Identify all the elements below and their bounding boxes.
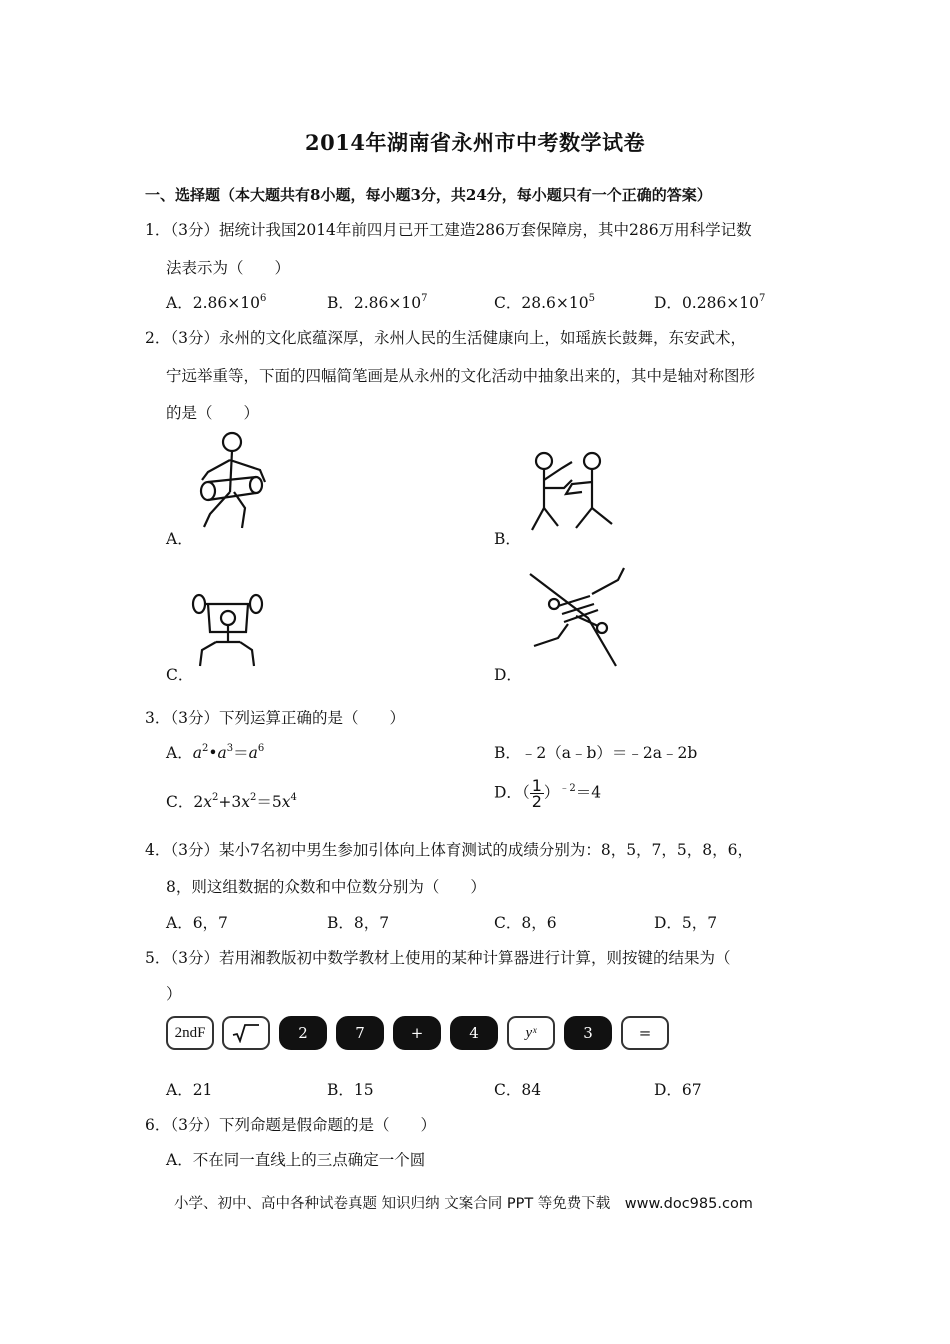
figure-long-drum-dance (528, 566, 628, 672)
q6-line1: 6．（3分）下列命题是假命题的是（ ） (145, 1116, 436, 1134)
q5-line1: 5．（3分）若用湘教版初中数学教材上使用的某种计算器进行计算，则按键的结果为（ (145, 949, 731, 967)
q3-option-d: D．（ $\frac{1}{2}$ ）$^{﹣2}$＝4 (494, 776, 602, 811)
q1-line2: 法表示为（ ） (166, 259, 291, 277)
q2-option-d-label: D． (494, 666, 522, 684)
q5-option-c: C．84 (494, 1081, 542, 1099)
q5-option-b: B．15 (327, 1081, 374, 1099)
q1-option-b: B．$2.86\times 10^7$ (327, 293, 428, 312)
key-plus: + (393, 1016, 441, 1050)
figure-martial-arts (528, 450, 620, 534)
figure-drummer (190, 430, 280, 530)
q1-line1: 1．（3分）据统计我国2014年前四月已开工建造286万套保障房，其中286万用科学记数 (145, 221, 752, 239)
q4-option-c: C．8，6 (494, 914, 557, 932)
q1-option-a: A．$2.86\times 10^6$ (166, 293, 267, 312)
q4-option-a: A．6，7 (166, 914, 228, 932)
key-equals: = (621, 1016, 669, 1050)
q3-line1: 3．（3分）下列运算正确的是（ ） (145, 709, 405, 727)
key-3: 3 (564, 1016, 612, 1050)
q2-option-a-label: A． (166, 530, 193, 548)
q4-option-d: D．5，7 (654, 914, 718, 932)
q6-option-a: A．不在同一直线上的三点确定一个圆 (166, 1151, 426, 1169)
q2-option-b-label: B． (494, 530, 521, 548)
q3-option-b: B．﹣2（a﹣b）＝﹣2a﹣2b (494, 744, 698, 762)
q3-option-c: C．$2x^2+3x^2=5x^4$ (166, 792, 297, 811)
key-2ndf: 2ndF (166, 1016, 214, 1050)
key-2: 2 (279, 1016, 327, 1050)
fraction-one-half: $\frac{1}{2}$ (531, 776, 542, 811)
q2-option-c-label: C． (166, 666, 194, 684)
q2-line2: 宁远举重等，下面的四幅简笔画是从永州的文化活动中抽象出来的，其中是轴对称图形 (166, 367, 756, 385)
page-footer: 小学、初中、高中各种试卷真题 知识归纳 文案合同 PPT 等免费下载 www.doc985.com (174, 1196, 753, 1212)
sqrt-icon (231, 1023, 261, 1043)
key-sqrt (222, 1016, 270, 1050)
q4-option-b: B．8，7 (327, 914, 390, 932)
key-4: 4 (450, 1016, 498, 1050)
q2-line1: 2．（3分）永州的文化底蕴深厚，永州人民的生活健康向上，如瑶族长鼓舞，东安武术， (145, 329, 746, 347)
key-power: yˣ (507, 1016, 555, 1050)
q3-option-a: A．$a^2•a^3=a^6$ (166, 743, 265, 762)
section-heading: 一、选择题（本大题共有8小题，每小题3分，共24分，每小题只有一个正确的答案） (145, 186, 712, 204)
q4-line2: 8，则这组数据的众数和中位数分别为（ ） (166, 878, 486, 896)
q5-option-d: D．67 (654, 1081, 702, 1099)
q4-line1: 4．（3分）某小7名初中男生参加引体向上体育测试的成绩分别为：8，5，7，5，8，6， (145, 841, 754, 859)
page-title: 2014年湖南省永州市中考数学试卷 (305, 130, 645, 155)
q5-line2: ） (166, 985, 182, 1003)
calculator-key-sequence (166, 1016, 676, 1054)
figure-weightlifter (188, 590, 268, 670)
q2-line3: 的是（ ） (166, 404, 260, 422)
q5-option-a: A．21 (166, 1081, 213, 1099)
q1-option-d: D．$0.286\times 10^7$ (654, 293, 766, 312)
key-7: 7 (336, 1016, 384, 1050)
q1-option-c: C．$28.6\times 10^5$ (494, 293, 595, 312)
